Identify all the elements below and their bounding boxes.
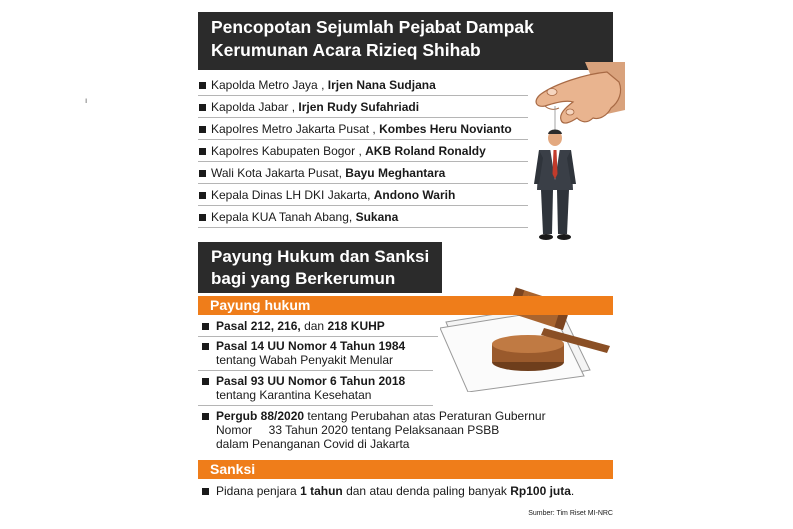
official-row — [198, 140, 528, 162]
hand-lifting-official-illustration — [515, 62, 625, 247]
official-row — [198, 206, 528, 228]
law-bold: Pergub 88/2020 — [216, 409, 305, 423]
official-name: AKB Roland Ronaldy — [365, 144, 486, 158]
official-name: Kombes Heru Novianto — [379, 122, 512, 136]
bullet-square-icon — [202, 323, 209, 330]
payung-hukum-label: Payung hukum — [198, 296, 613, 315]
section-title-line-2: bagi yang Berkerumun — [211, 269, 396, 288]
law-item — [198, 319, 438, 337]
official-name: Irjen Nana Sudjana — [327, 78, 436, 92]
bullet-square-icon — [199, 148, 206, 155]
official-position: Kapolres Kabupaten Bogor , — [211, 144, 366, 158]
source-credit: Sumber: Tim Riset MI-NRC — [528, 510, 613, 517]
sanksi-bold: 1 tahun — [300, 484, 343, 498]
bullet-square-icon — [199, 126, 206, 133]
law-bold: Pasal 93 UU Nomor 6 Tahun 2018 — [216, 374, 406, 388]
sanksi-label: Sanksi — [198, 460, 613, 479]
official-position: Kepala KUA Tanah Abang, — [211, 210, 356, 224]
official-row — [198, 184, 528, 206]
sanksi-text: . — [570, 484, 575, 498]
official-row — [198, 74, 528, 96]
law-bold: Pasal 14 UU Nomor 4 Tahun 1984 — [216, 339, 406, 353]
official-row — [198, 118, 528, 140]
official-row — [198, 96, 528, 118]
sanksi-text: dan atau denda paling banyak — [342, 484, 511, 498]
bullet-square-icon — [199, 82, 206, 89]
law-text: tentang Karantina Kesehatan — [216, 388, 372, 402]
sanksi-text: Pidana penjara — [216, 484, 301, 498]
bullet-square-icon — [202, 488, 209, 495]
bullet-square-icon — [202, 343, 209, 350]
official-position: Kapolres Metro Jakarta Pusat , — [211, 122, 380, 136]
law-text: Nomor 33 Tahun 2020 tentang Pelaksanaan PSBB — [216, 423, 500, 437]
law-text: tentang Perubahan atas Peraturan Gubernur — [304, 409, 546, 423]
sanksi-bold: Rp100 juta — [510, 484, 571, 498]
official-name: Andono Warih — [373, 188, 456, 202]
gavel-on-papers-illustration — [440, 262, 615, 392]
official-position: Kapolda Metro Jaya , — [211, 78, 328, 92]
law-bold: Pasal 212, 216, — [216, 319, 301, 333]
law-item — [198, 374, 433, 406]
bullet-square-icon — [202, 378, 209, 385]
official-position: Wali Kota Jakarta Pusat, — [211, 166, 346, 180]
official-name: Irjen Rudy Sufahriadi — [298, 100, 420, 114]
title-line-1: Pencopotan Sejumlah Pejabat Dampak — [211, 17, 534, 37]
law-text: dan — [300, 319, 328, 333]
bullet-square-icon — [199, 170, 206, 177]
bullet-square-icon — [199, 192, 206, 199]
bullet-square-icon — [202, 413, 209, 420]
official-position: Kepala Dinas LH DKI Jakarta, — [211, 188, 374, 202]
official-row — [198, 162, 528, 184]
official-name: Bayu Meghantara — [345, 166, 446, 180]
stray-mark: ı — [85, 96, 88, 105]
bullet-square-icon — [199, 214, 206, 221]
bullet-square-icon — [199, 104, 206, 111]
section-banner — [198, 242, 442, 293]
law-text: dalam Penanganan Covid di Jakarta — [216, 437, 410, 451]
official-name: Sukana — [355, 210, 399, 224]
title-line-2: Kerumunan Acara Rizieq Shihab — [211, 40, 481, 60]
sanksi-item — [198, 484, 613, 498]
section-title-line-1: Payung Hukum dan Sanksi — [211, 247, 430, 266]
law-bold: 218 KUHP — [327, 319, 385, 333]
official-position: Kapolda Jabar , — [211, 100, 299, 114]
law-text: tentang Wabah Penyakit Menular — [216, 353, 393, 367]
law-item — [198, 409, 613, 454]
law-item — [198, 339, 433, 371]
